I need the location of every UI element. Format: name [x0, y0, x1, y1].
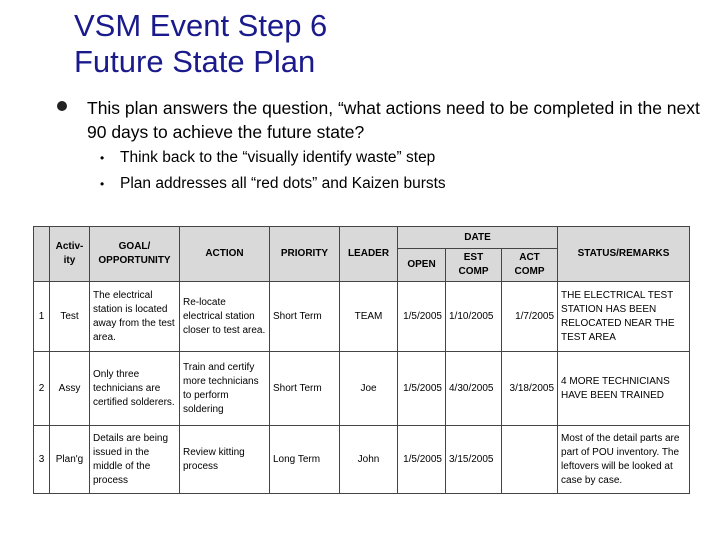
row-open: 1/5/2005 — [398, 426, 446, 494]
row-activity: Test — [50, 282, 90, 352]
row-priority: Long Term — [270, 426, 340, 494]
row-est-comp: 1/10/2005 — [446, 282, 502, 352]
row-est-comp: 4/30/2005 — [446, 352, 502, 426]
header-date-group: DATE — [398, 227, 558, 249]
row-action: Re-locate electrical station closer to test area. — [180, 282, 270, 352]
row-status: 4 MORE TECHNICIANS HAVE BEEN TRAINED — [558, 352, 690, 426]
row-est-comp: 3/15/2005 — [446, 426, 502, 494]
slide-title — [74, 8, 327, 80]
row-goal: Details are being issued in the middle of the process — [90, 426, 180, 494]
table-row — [34, 426, 690, 494]
row-status: THE ELECTRICAL TEST STATION HAS BEEN RELOCATED NEAR THE TEST AREA — [558, 282, 690, 352]
sub-bullet-marker-icon: • — [100, 151, 105, 165]
row-leader: John — [340, 426, 398, 494]
title-line-2: Future State Plan — [74, 44, 316, 79]
header-num — [34, 227, 50, 282]
future-state-plan-table — [33, 226, 690, 494]
row-priority: Short Term — [270, 352, 340, 426]
row-leader: TEAM — [340, 282, 398, 352]
row-act-comp: 1/7/2005 — [502, 282, 558, 352]
header-open: OPEN — [398, 249, 446, 282]
row-num: 3 — [34, 426, 50, 494]
row-num: 1 — [34, 282, 50, 352]
header-est-comp: EST COMP — [446, 249, 502, 282]
sub-bullet-marker-icon: • — [100, 177, 105, 191]
row-status: Most of the detail parts are part of POU inventory. The leftovers will be looked at case by case. — [558, 426, 690, 494]
row-act-comp — [502, 426, 558, 494]
header-status: STATUS/REMARKS — [558, 227, 690, 282]
row-action: Train and certify more technicians to perform soldering — [180, 352, 270, 426]
header-leader: LEADER — [340, 227, 398, 282]
header-goal: GOAL/ OPPORTUNITY — [90, 227, 180, 282]
table-row — [34, 352, 690, 426]
main-bullet-text: This plan answers the question, “what actions need to be completed in the next 90 days to achieve the future state? — [87, 98, 700, 142]
row-open: 1/5/2005 — [398, 352, 446, 426]
bullet-dot-icon — [57, 101, 67, 111]
row-leader: Joe — [340, 352, 398, 426]
header-act-comp: ACT COMP — [502, 249, 558, 282]
row-act-comp: 3/18/2005 — [502, 352, 558, 426]
row-priority: Short Term — [270, 282, 340, 352]
header-action: ACTION — [180, 227, 270, 282]
row-open: 1/5/2005 — [398, 282, 446, 352]
header-priority: PRIORITY — [270, 227, 340, 282]
sub-bullet-text: Think back to the “visually identify waste” step — [120, 149, 436, 166]
row-activity: Assy — [50, 352, 90, 426]
header-activity: Activ-ity — [50, 227, 90, 282]
title-line-1: VSM Event Step 6 — [74, 8, 328, 43]
row-activity: Plan'g — [50, 426, 90, 494]
sub-bullet-text: Plan addresses all “red dots” and Kaizen bursts — [120, 175, 446, 192]
table-header-row — [34, 227, 690, 249]
row-action: Review kitting process — [180, 426, 270, 494]
row-num: 2 — [34, 352, 50, 426]
row-goal: Only three technicians are certified solderers. — [90, 352, 180, 426]
row-goal: The electrical station is located away from the test area. — [90, 282, 180, 352]
table-row — [34, 282, 690, 352]
